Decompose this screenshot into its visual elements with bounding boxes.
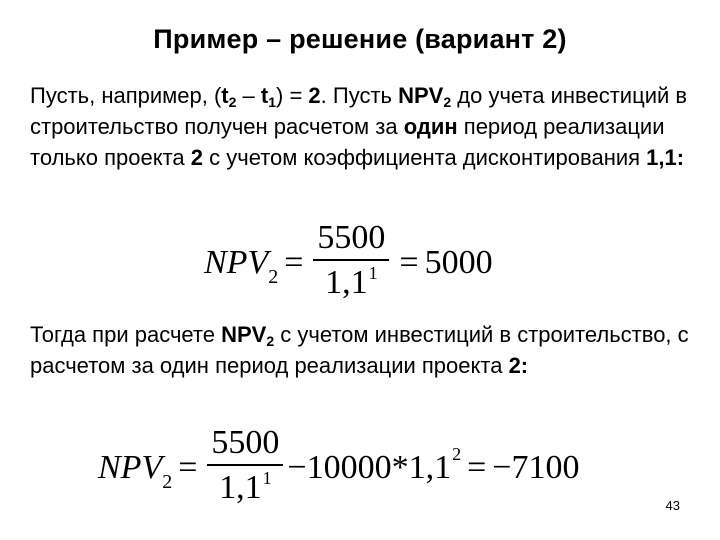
exponent: 1 <box>368 263 378 283</box>
fraction-denominator: $1,1^1$ <box>219 468 272 506</box>
exponent: 2 <box>452 443 462 464</box>
subscript: 2 <box>443 94 452 110</box>
text-run-bold: 2: <box>508 353 529 378</box>
text-run-bold: t <box>260 83 269 108</box>
formula-variable: NPV <box>204 244 269 281</box>
formula-base: 1,1 <box>408 449 452 486</box>
text-run-bold: 1,1: <box>646 145 685 170</box>
subscript: 2 <box>266 333 275 349</box>
text-run-bold: 2 <box>308 83 321 108</box>
multiply-sign: * <box>391 449 409 486</box>
formula-subscript: 2 <box>268 265 279 288</box>
text-run: с учетом коэффициента дисконтирования <box>203 145 647 170</box>
text-run: ) = <box>276 83 309 108</box>
subscript: 2 <box>228 94 237 110</box>
fraction <box>207 424 283 512</box>
fraction-denominator: $1,1^1$ <box>325 263 378 301</box>
equals-sign: = <box>178 449 198 486</box>
paragraph-with-investment <box>30 319 700 381</box>
formula-npv-with-investment <box>98 418 579 518</box>
fraction-numerator: 5500 <box>211 424 280 461</box>
formula-npv-without-investment <box>204 218 493 308</box>
equals-sign: = <box>399 244 419 281</box>
formula-result: 5000 <box>424 244 493 281</box>
equals-sign: = <box>284 244 304 281</box>
paragraph-condition <box>30 80 700 173</box>
text-run-bold: NPV <box>221 322 267 347</box>
text-run: Пусть, например, ( <box>30 83 222 108</box>
formula-subscript: 2 <box>162 470 173 493</box>
text-run-bold: NPV <box>398 83 444 108</box>
formula-result: −7100 <box>492 449 580 486</box>
text-run: . Пусть <box>320 83 399 108</box>
formula-minus-term: −10000 <box>287 449 392 486</box>
text-run: – <box>236 83 261 108</box>
text-run: с учетом инвестиций в строительство, с расчетом за один период реализации проекта <box>30 322 689 378</box>
text-run-bold: t <box>221 83 229 108</box>
fraction-numerator: 5500 <box>317 219 386 256</box>
text-run: Тогда при расчете <box>30 322 222 347</box>
text-run: период реализации только проекта <box>30 114 665 170</box>
exponent: 1 <box>262 468 272 488</box>
text-run-bold: один <box>403 114 458 139</box>
fraction <box>313 219 389 307</box>
slide-title: Пример – решение (вариант 2) <box>153 24 567 54</box>
equals-sign: = <box>467 449 487 486</box>
text-run: до учета инвестиций в строительство получен расчетом за <box>30 83 688 139</box>
page-number: 43 <box>665 498 680 513</box>
formula-variable: NPV <box>98 449 163 486</box>
text-run-bold: 2 <box>190 145 204 170</box>
subscript: 1 <box>268 94 277 110</box>
